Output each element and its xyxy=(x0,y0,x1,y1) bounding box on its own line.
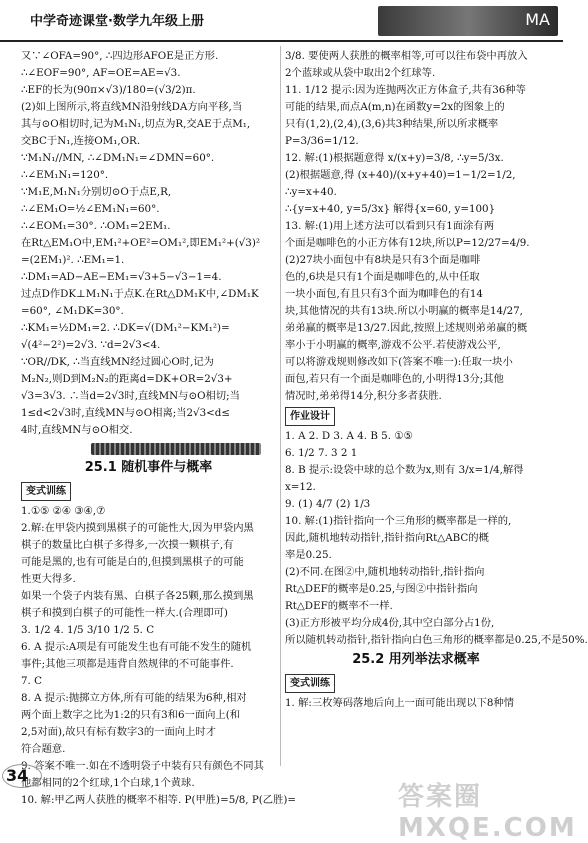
text-line: 交BC于N₁,连接OM₁,OR. xyxy=(21,135,141,147)
text-line: ∴KM₁=½DM₁=2. ∴DK=√(DM₁²−KM₁²)= xyxy=(21,322,230,334)
text-line: 6. A 提示:A项是有可能发生也有可能不发生的随机 xyxy=(21,641,252,653)
text-line: 他都相同的2个红球,1个白球,1个黄球. xyxy=(21,777,195,789)
text-line: ∴DM₁=AD−AE−EM₁=√3+5−√3−1=4. xyxy=(21,271,222,283)
section-title-25-1: 25.1 随机事件与概率 xyxy=(84,460,213,475)
text-line: ∴EF的长为(90π×√3)/180=(√3/2)π. xyxy=(21,84,196,96)
text-line: ∵M₁E,M₁N₁分别切⊙O于点E,R, xyxy=(21,186,172,198)
text-line: 率是0.25. xyxy=(285,549,332,561)
text-line: 2,5对面),故只有标有数字3的一面向上时才 xyxy=(21,726,216,738)
text-line: 1.①⑤ ②④ ③④,⑦ xyxy=(21,505,106,517)
text-line: (2)根据题意,得 (x+40)/(x+y+40)=1−1/2=1/2, xyxy=(285,169,516,181)
text-line: 块,其他情况的共有13块.所以小明赢的概率是14/27, xyxy=(285,305,523,317)
text-line: 10. 解:甲乙两人获胜的概率不相等. P(甲胜)=5/8, P(乙胜)= xyxy=(21,794,297,806)
text-line: 一块小面包,有且只有3个面为咖啡色的有14 xyxy=(285,288,483,300)
exercise-tag: 变式训练 xyxy=(285,674,335,693)
right-column xyxy=(285,48,588,712)
text-line: 只有(1,2),(2,4),(3,6)共3种结果,所以所求概率 xyxy=(285,118,499,130)
text-line: P=3/36=1/12. xyxy=(285,135,359,147)
text-line: 4时,直线MN与⊙O相交. xyxy=(21,424,133,436)
text-line: √3=3√3. ∴当d=2√3时,直线MN与⊙O相切;当 xyxy=(21,390,240,402)
header-decoration xyxy=(378,6,558,36)
text-line: (2)如上图所示,将直线MN沿射线DA方向平移,当 xyxy=(21,101,243,113)
text-line: 棋子和摸到白棋子的可能性一样大.(合理即可) xyxy=(21,607,228,619)
left-column xyxy=(21,48,297,809)
text-line: Rt△DEF的概率不一样. xyxy=(285,600,393,612)
text-line: 12. 解:(1)根据题意得 x/(x+y)=3/8, ∴y=5/3x. xyxy=(285,152,504,164)
text-line: 6. 1/2 7. 3 2 1 xyxy=(285,447,358,459)
text-line: √(4²−2²)=2√3. ∵d=2√3<4. xyxy=(21,339,161,351)
text-line: ∵M₁N₁//MN, ∴∠DM₁N₁=∠DMN=60°. xyxy=(21,152,215,164)
text-line: 如果一个袋子内装有黑、白棋子各25颗,那么摸到黑 xyxy=(21,590,254,602)
text-line: 3. 1/2 4. 1/5 3/10 1/2 5. C xyxy=(21,624,155,636)
text-line: 10. 解:(1)指针指向一个三角形的概率都是一样的, xyxy=(285,515,512,527)
text-line: 1≤d<2√3时,直线MN与⊙O相离;当2√3<d≤ xyxy=(21,407,231,419)
text-line: 13. 解:(1)用上述方法可以看到只有1面涂有两 xyxy=(285,220,495,232)
homework-tag: 作业设计 xyxy=(285,407,335,426)
text-line: 又∵∠OFA=90°, ∴四边形AFOE是正方形. xyxy=(21,50,219,62)
text-line: ∴∠EOF=90°, AF=OE=AE=√3. xyxy=(21,67,181,79)
text-line: M₂N₂,则D到M₂N₂的距离d=DK+OR=2√3+ xyxy=(21,373,233,385)
text-line: 8. A 提示:抛掷立方体,所有可能的结果为6种,相对 xyxy=(21,692,247,704)
text-line: 棋子的数量比白棋子多得多,一次摸一颗棋子,有 xyxy=(21,539,234,551)
text-line: ∵OR//DK, ∴当直线MN经过圆心O时,记为 xyxy=(21,356,214,368)
text-line: 其与⊙O相切时,记为M₁N₁,切点为R,交AE于点M₁, xyxy=(21,118,251,130)
text-line: 符合题意. xyxy=(21,743,66,755)
text-line: 3/8. 要使两人获胜的概率相等,可可以往布袋中再放入 xyxy=(285,50,528,62)
text-line: 率小于小明赢的概率,游戏不公平.若使游戏公平, xyxy=(285,339,501,351)
watermark: 答案圈 MXQE.COM xyxy=(398,782,577,843)
text-line: 1. 解:三枚筹码落地后向上一面可能出现以下8种情 xyxy=(285,697,515,709)
text-line: 在Rt△EM₁O中,EM₁²+OE²=OM₁²,即EM₁²+(√3)² xyxy=(21,237,260,249)
text-line: 9. 答案不唯一.如在不透明袋子中装有只有颜色不同其 xyxy=(21,760,264,772)
column-divider xyxy=(280,46,281,766)
text-line: 情况时,弟弟得14分,积分多者获胜. xyxy=(285,390,442,402)
page-number: 34 xyxy=(6,766,29,785)
text-line: 事件;其他三项都是违背自然规律的不可能事件. xyxy=(21,658,234,670)
text-line: 9. (1) 4/7 (2) 1/3 xyxy=(285,498,371,510)
text-line: 7. C xyxy=(21,675,42,687)
text-line: Rt△DEF的概率是0.25,与图②中指针指向 xyxy=(285,583,478,595)
text-line: =60°, ∠M₁DK=30°. xyxy=(21,305,124,317)
text-line: 个面是咖啡色的小正方体有12块,所以P=12/27=4/9. xyxy=(285,237,530,249)
text-line: 两个面上数字之比为1:2的只有3和6一面向上(和 xyxy=(21,709,241,721)
text-line: (3)正方形被平均分成4份,其中空白部分占1份, xyxy=(285,617,495,629)
text-line: ∴{y=x+40, y=5/3x} 解得{x=60, y=100} xyxy=(285,203,496,215)
text-line: ∴∠EM₁N₁=120°. xyxy=(21,169,109,181)
text-line: 1. A 2. D 3. A 4. B 5. ①⑤ xyxy=(285,430,413,442)
book-title: 中学奇迹课堂·数学九年级上册 xyxy=(30,14,204,29)
text-line: 弟弟赢的概率是13/27.因此,按照上述规则弟弟赢的概 xyxy=(285,322,528,334)
text-line: (2)不同.在图②中,随机地转动指针,指针指向 xyxy=(285,566,485,578)
text-line: 可能是黑的,也有可能是白的,但摸到黑棋子的可能 xyxy=(21,556,244,568)
text-line: x=12. xyxy=(285,481,316,493)
text-line: ∴∠EOM₁=30°. ∴OM₁=2EM₁. xyxy=(21,220,171,232)
page-header xyxy=(0,0,563,42)
text-line: 所以随机转动指针,指针指向白色三角形的概率都是0.25,不是50%. xyxy=(285,634,588,646)
text-line: 可以将游戏规则修改如下(答案不唯一):任取一块小 xyxy=(285,356,513,368)
text-line: 面包,若只有一个面是咖啡色的,小明得13分;其他 xyxy=(285,373,504,385)
section-title-25-2: 25.2 用列举法求概率 xyxy=(352,652,480,667)
text-line: 8. B 提示:设袋中球的总个数为x,则有 3/x=1/4,解得 xyxy=(285,464,524,476)
text-line: =(2EM₁)². ∴EM₁=1. xyxy=(21,254,125,266)
text-line: 色的,6块是只有1个面是咖啡色的,从中任取 xyxy=(285,271,480,283)
text-line: 11. 1/12 提示:因为连抛两次正方体盒子,共有36种等 xyxy=(285,84,526,96)
text-line: 性更大得多. xyxy=(21,573,76,585)
header-decoration-text: MA xyxy=(525,10,550,29)
text-line: 因此,随机地转动指针,指针指向Rt△ABC的概 xyxy=(285,532,489,544)
text-line: 2个蓝球或从袋中取出2个红球等. xyxy=(285,67,436,79)
text-line: 2.解:在甲袋内摸到黑棋子的可能性大,因为甲袋内黑 xyxy=(21,522,254,534)
text-line: ∴∠EM₁O=½∠EM₁N₁=60°. xyxy=(21,203,160,215)
text-line: 可能的结果,而点A(m,n)在函数y=2x的图象上的 xyxy=(285,101,505,113)
text-line: 过点D作DK⊥M₁N₁于点K.在Rt△DM₁K中,∠DM₁K xyxy=(21,288,259,300)
exercise-tag: 变式训练 xyxy=(21,482,71,501)
text-line: ∴y=x+40. xyxy=(285,186,337,198)
section-banner xyxy=(91,443,261,455)
text-line: (2)27块小面包中有8块是只有3个面是咖啡 xyxy=(285,254,481,266)
